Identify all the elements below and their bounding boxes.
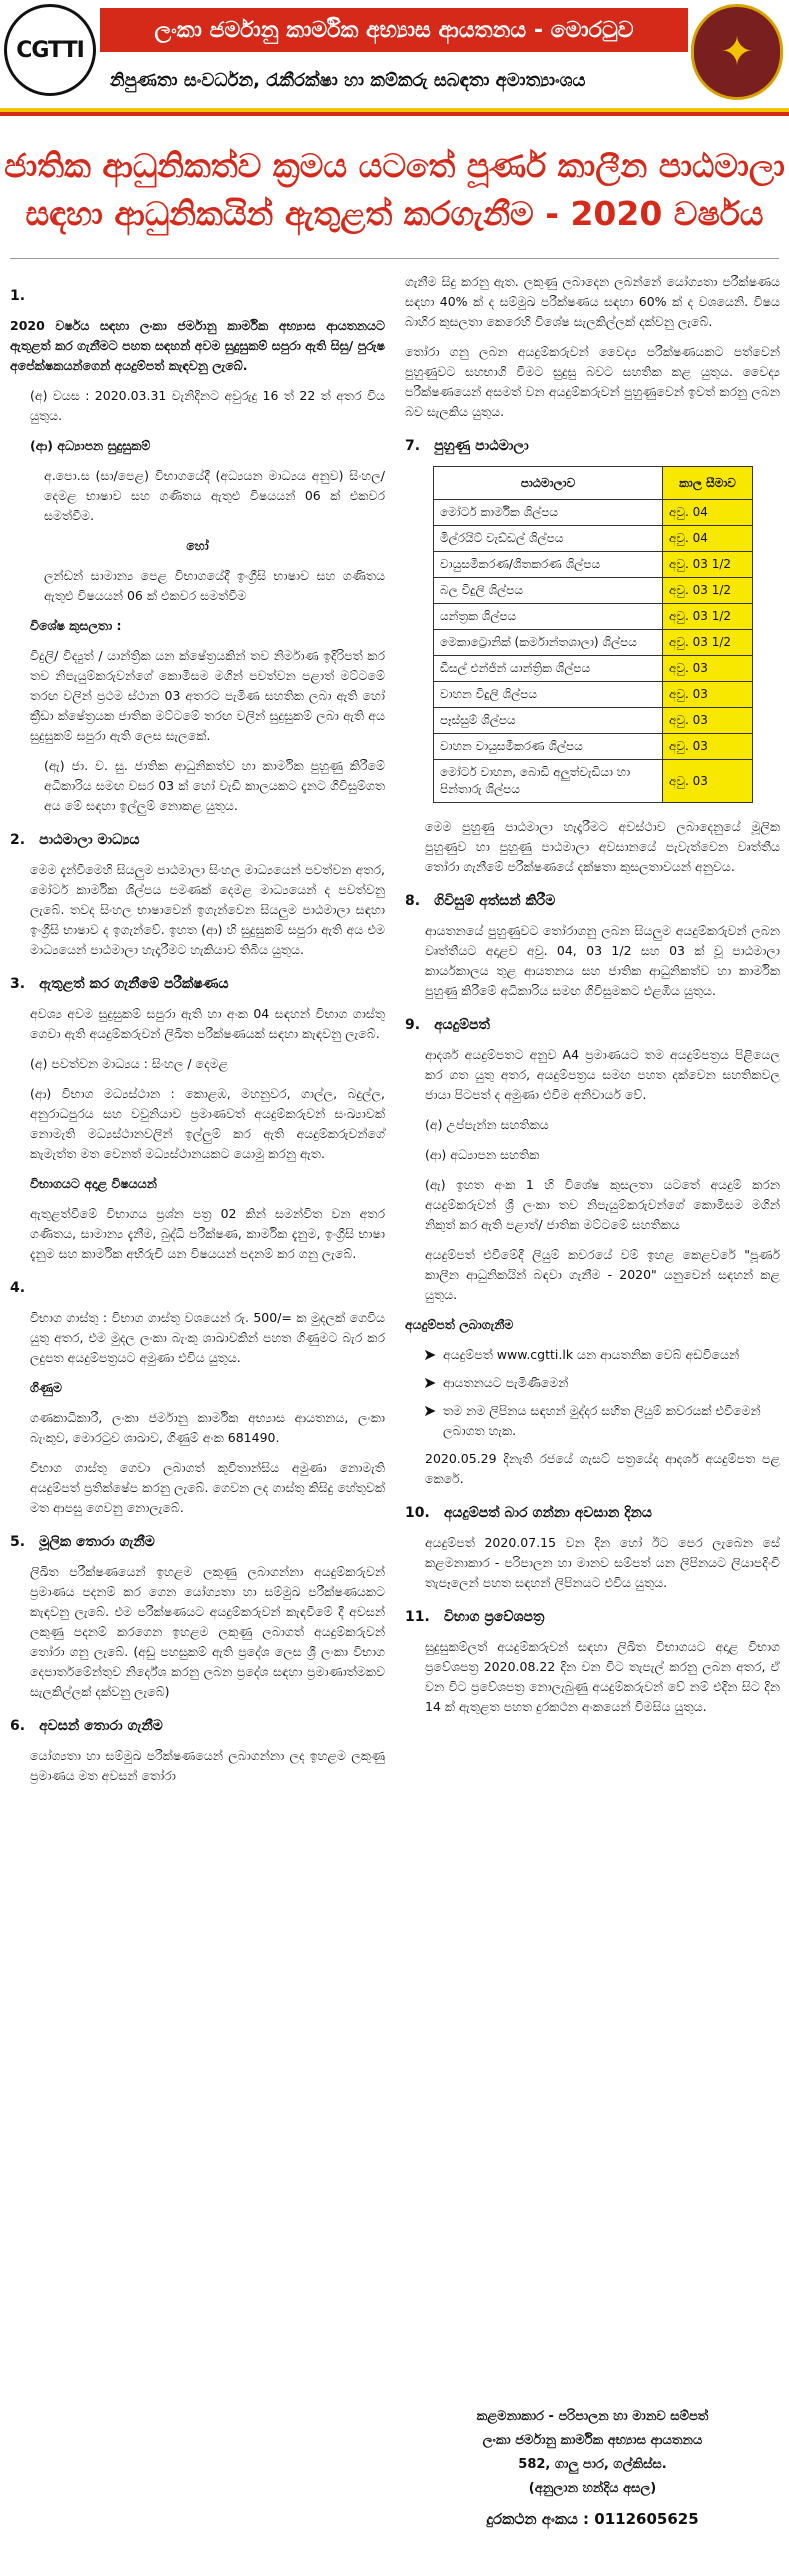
section-5-text: ලිඛිත පරීක්ෂණයෙන් ඉහළම ලකුණු ලබාගන්නා අයදුම්කරුවන් ප්‍රමාණය පදනම් කර ගෙන යෝග්‍යතා හා සම්මුඛ පරීක්ෂණයකට කැඳවනු ලැබේ. එම පරීක්ෂණයට අයදුම්කරුවන් කැඳවීමේ දී අවසන් ලකුණු පදනම් කරගෙන ඉහළම ලකුණු ලබාගත් අයදුම්කරුවන් තෝරා ගනු ලැබේ. (අඩු පහසුකම් ඇති ප්‍රදේශ ලෙස ශ්‍රී ලංකා විභාග දෙපාර්තමේන්තුව නිර්දේශ කරනු ලබන ප්‍රදේශ සඳහා ප්‍රමාණාත්මකව සැලකිල්ලක් දක්වනු ලැබේ) <box>30 1564 385 1699</box>
course-duration: අවු. 03 1/2 <box>663 630 753 656</box>
course-duration: අවු. 03 1/2 <box>663 604 753 630</box>
list-item <box>423 1345 780 1365</box>
course-name: යන්ත්‍රක ශිල්පය <box>434 604 663 630</box>
arrow-bullet-icon: ➤ <box>423 1345 437 1364</box>
institute-name: ලංකා ජර්මානු කාර්මික අභ්‍යාස ආයතනය - මොරටුව <box>100 8 688 52</box>
course-name: වාහන වායුසමීකරණ ශිල්පය <box>434 734 663 760</box>
section-10-heading: 10. අයදුම්පත් බාර ගන්නා අවසාන දිනය <box>405 1505 652 1521</box>
section-11-heading: 11. විභාග ප්‍රවේශපත්‍ර <box>405 1609 545 1625</box>
national-crest-icon: ✦ <box>691 4 783 100</box>
section-8-heading: 8. ගිවිසුම් අත්සන් කිරීම <box>405 893 556 909</box>
medical-note: තෝරා ගනු ලබන අයදුම්කරුවන් වෛද්‍ය පරීක්ෂණයකට පත්වෙන් පුහුණුවට සහභාගි වීමට සුදුසු බවට සහතික කළ යුතුය. වෛද්‍ය පරීක්ෂණයෙන් අසමත් වන අයදුම්කරුවන් පුහුණුවෙන් ඉවත් කරනු ලබන බව සැලකිය යුතුය. <box>405 344 780 419</box>
subjects-heading: විභාගයට අදාළ විෂයයන් <box>30 1176 157 1191</box>
title-line-2: සඳහා ආධුනිකයින් ඇතුළත් කරගැනීම - 2020 වර්ෂය <box>25 194 764 233</box>
course-duration: අවු. 03 <box>663 682 753 708</box>
intro-text: 2020 වර්ෂය සඳහා ලංකා ජර්මානු කාර්මික අභ්‍යාස ආයතනයට ඇතුළත් කර ගැනීමට පහත සඳහන් අවම සුදුසුකම් සපුරා ඇති සිසු/ පුරුෂ අපේක්ෂකයන්ගෙන් අයදුම්පත් කැඳවනු ලැබේ. <box>10 318 385 373</box>
obtain-list <box>405 1345 780 1441</box>
certificate-a: (අ) උප්පැන්න සහතිකය <box>425 1117 549 1132</box>
course-name: ඩීසල් එන්ජින් යාන්ත්‍රික ශිල්පය <box>434 656 663 682</box>
education-heading: (ආ) අධ්‍යාපන සුදුසුකම් <box>30 438 151 453</box>
table-row <box>434 630 753 656</box>
table-row <box>434 552 753 578</box>
course-column-header: පාඨමාලාව <box>434 467 663 500</box>
footer-line-1: කළමනාකාර - පරිපාලන හා මානව සම්පත් <box>476 2409 709 2424</box>
section-4-heading: 4. <box>10 1280 26 1296</box>
section-2-text: මෙම දැන්වීමෙහි සියලුම පාඨමාලා සිංහල මාධ්‍යයෙන් පවත්වන අතර, මෝටර් කාර්මික ශිල්පය පමණක් දෙමළ මාධ්‍යයෙන් ද පවත්වනු ලැබේ. තවද සිංහල භාෂාවෙන් ඉගැන්වෙන සියලුම පාඨමාලා සඳහා ඉංග්‍රීසි භාෂාව ද ඉගැන්වේ. ඉහත (ආ) හි සුදුසුකම් සපුරා ඇති අය එම මාධ්‍යයෙන් පාඨමාලා හැදෑරීමට හැකියාව තිබිය යුතුය. <box>30 862 385 957</box>
table-row <box>434 682 753 708</box>
footer-line-3: 582, ගාලු පාර, ගල්කිස්ස. <box>518 2457 667 2472</box>
account-heading: ගිණුම <box>30 1380 62 1395</box>
list-item <box>423 1373 780 1393</box>
envelope-note: අයදුම්පත් එවීමේදී ලියුම් කවරයේ වම් ඉහළ කෙළවරේ "පූර්ණ කාලීන ආධුනිකයින් බඳවා ගැනීම - 2020" යනුවෙන් සඳහන් කළ යුතුය. <box>425 1247 780 1302</box>
course-duration: අවු. 03 <box>663 760 753 803</box>
section-3-heading: 3. ඇතුළත් කර ගැනීමේ පරීක්ෂණය <box>10 976 229 992</box>
gazette-note: 2020.05.29 දිනැති රජයේ ගැසට් පත්‍රයේද ආදර්ශ අයදුම්පත පළ කෙරේ. <box>425 1451 780 1486</box>
skills-heading: විශේෂ කුසලතා : <box>30 618 122 633</box>
section-1-heading: 1. <box>10 288 26 304</box>
section-11-text: සුදුසුකම්ලත් අයදුම්කරුවන් සඳහා ලිඛිත විභාගයට අදාළ විභාග ප්‍රවේශපත්‍ර 2020.08.22 දින වන විට තැපැල් කරනු ලබන අතර, ඒ වන විට ප්‍රවේශපත්‍ර නොලැබුණු අයදුම්කරුවන් වේ නම් එදින සිට දින 14 ක් ඇතුළත පහත දුරකථන අංකයෙන් විමසිය යුතුය. <box>425 1639 780 1714</box>
fee-note: විභාග ගාස්තු ගෙවා ලබාගත් කුවිතාන්සිය අමුණා නොමැති අයදුම්පත් ප්‍රතික්ෂේප කරනු ලැබේ. ගෙවන ලද ගාස්තු කිසිදු හේතුවක් මත ආපසු ගෙවනු නොලැබේ. <box>30 1460 385 1515</box>
course-duration: අවු. 03 1/2 <box>663 578 753 604</box>
nvq-text: (ඇ) ජා. ව. සු. ජාතික ආධුනිකත්ව හා කාර්මික පුහුණු කිරීමේ අධිකාරිය සමඟ වසර 03 ක් හෝ වැඩි කාලයකට දැනට ගිවිසුම්ගත අය මේ සඳහා ඉල්ලුම් නොකළ යුතුය. <box>44 758 385 813</box>
phone-line <box>405 2507 780 2531</box>
course-duration: අවු. 03 <box>663 734 753 760</box>
table-row <box>434 708 753 734</box>
title-line-1: ජාතික ආධුනිකත්ව ක්‍රමය යටතේ පූර්ණ කාලීන පාඨමාලා <box>4 146 785 185</box>
skills-text: විදුලි/ විද්‍යුත් / යාන්ත්‍රික යන ක්ෂේත්‍රයකින් තව නිර්මාණ ඉදිරිපත් කර තව නිපැයුම්කරුවන්ගේ කොමිසම මගින් පවත්වන පළාත් මට්ටමේ තරඟ වලින් ප්‍රථම ස්ථාන 03 අතරට පැමිණ සහතික ලබා ඇති හෝ ක්‍රීඩා ක්ෂේත්‍රයක ජාතික මට්ටමේ තරඟ වලින් සුදුසුකම් ලබා ඇති අය සුදුසුකම් සපුරා ඇති ලෙස සැලකේ. <box>30 648 385 743</box>
notice-title <box>0 130 789 250</box>
section-5-heading: 5. මූලික තොරා ගැනීම <box>10 1534 155 1550</box>
table-row <box>434 734 753 760</box>
course-name: මිල්රයිට් වැඩ්ඩල් ශිල්පය <box>434 526 663 552</box>
logo-text: CGTTI <box>16 37 84 63</box>
course-name: පෑස්සුම් ශිල්පය <box>434 708 663 734</box>
course-duration: අවු. 04 <box>663 500 753 526</box>
footer-line-4: (අනුලාන හන්දිය අසල) <box>528 2481 657 2496</box>
course-name: මෝටර් වාහන, බොඩි අලුත්වැඩියා හා පින්තාරු ශිල්පය <box>434 760 663 803</box>
course-name: බල විදුලි ශිල්පය <box>434 578 663 604</box>
header <box>0 0 789 108</box>
course-duration: අවු. 03 <box>663 656 753 682</box>
footer-line-2: ලංකා ජර්මානු කාර්මික අභ්‍යාස ආයතනය <box>482 2433 703 2448</box>
subjects-text: ඇතුළත්වීමේ විභාගය ප්‍රශ්න පත්‍ර 02 කින් සමන්විත වන අතර ගණිතය, සාමාන්‍ය දැනීම, බුද්ධි පරීක්ෂණ, කාර්මික දැනුම, ඉංග්‍රීසි භාෂා දැනුම සහ කාර්මික අභිරුචි යන විෂයයන් පදනම් කර ගනු ලැබේ. <box>30 1206 385 1261</box>
or-separator: හෝ <box>186 538 209 553</box>
table-row <box>434 656 753 682</box>
duration-column-header: කාල සීමාව <box>663 467 753 500</box>
arrow-bullet-icon: ➤ <box>423 1401 437 1420</box>
table-row <box>434 500 753 526</box>
left-column <box>10 272 385 1796</box>
course-name: මෝටර් කාර්මික ශිල්පය <box>434 500 663 526</box>
obtain-post: තම නම ලිපිනය සඳහන් මුද්දර සහිත ලියුම් කවරයක් එවීමෙන් ලබාගත හැක. <box>443 1403 761 1438</box>
education-text: අ.පො.ස (සා/පෙළ) විභාගයේදී (අධ්‍යයන මාධ්‍යය අනුව) සිංහල/ දෙමළ භාෂාව සහ ගණිතය ඇතුළු විෂයයන් 06 ක් එකවර සමත්වීම. <box>44 468 385 523</box>
section-7-text: මෙම පුහුණු පාඨමාලා හැදෑරීමට අවස්ථාව ලබාදෙනුයේ මූලික පුහුණුව හා පුහුණු පාඨමාලා අවසානයේ පැවැත්වෙන වෘත්තීය තෝරා ගැනීමේ පරීක්ෂණයේ දක්ෂතා කුසලතාවයන් අනුවය. <box>425 819 780 874</box>
age-requirement: (අ) වයස : 2020.03.31 වැනිදිනට අවුරුදු 16 ත් 22 ත් අතර විය යුතුය. <box>30 388 385 423</box>
section-10-text: අයදුම්පත් 2020.07.15 වන දින හෝ ඊට පෙර ලැබෙන සේ කළමනාකාර - පරිපාලන හා මානව සම්පත් යන ලිපිනයට ලියාපදිංචි තැපෑලෙන් පහත සඳහන් ලිපිනයට එවිය යුතුය. <box>425 1535 780 1590</box>
table-row <box>434 578 753 604</box>
exam-centres: (ආ) විභාග මධ්‍යස්ථාන : කොළඹ, මහනුවර, ගාල්ල, බදුල්ල, අනුරාධපුරය සහ වවුනියාව ප්‍රමාණවත් අයදුම්කරුවන් සංඛ්‍යාවක් නොමැති මධ්‍යස්ථානවලින් ඉල්ලුම් කර ඇති අයදුම්කරුවන්ගේ කැමැත්ත මත වෙනත් මධ්‍යස්ථානයකට යොමු කරනු ඇත. <box>30 1086 385 1161</box>
obtain-office: ආයතනයට පැමිණීමෙන් <box>443 1375 569 1390</box>
account-text: ගණකාධිකාරී, ලංකා ජර්මානු කාර්මික අභ්‍යාස ආයතනය, ලංකා බැංකුව, මොරටුව ශාඛාව, ගිණුම් අංක 681490. <box>30 1410 385 1445</box>
section-4-text: විභාග ගාස්තු : විභාග ගාස්තු වශයෙන් රු. 500/= ක මුදලක් ගෙවිය යුතු අතර, එම මුදල ලංකා බැංකු ශාඛාවකින් පහත ගිණුමට බැර කර ලදුපත අයදුම්පත්‍රයට අමුණා එවිය යුතුය. <box>30 1310 385 1365</box>
course-name: මෙකාට්‍රොනික් (කර්මාන්තශාලා) ශිල්පය <box>434 630 663 656</box>
obtain-web: අයදුම්පත් www.cgtti.lk යන ආයතනික වෙබ් අඩවියෙන් <box>443 1347 740 1362</box>
contact-footer <box>405 2405 780 2555</box>
table-row <box>434 604 753 630</box>
phone-label: දුරකථන අංකය : <box>486 2510 590 2528</box>
courses-table <box>433 466 753 803</box>
course-duration: අවු. 04 <box>663 526 753 552</box>
certificate-b: (ආ) අධ්‍යාපන සහතික <box>425 1147 540 1162</box>
arrow-bullet-icon: ➤ <box>423 1373 437 1392</box>
section-9-text: ආදර්ශ අයදුම්පතට අනුව A4 ප්‍රමාණයට තම අයදුම්පත්‍රය පිළියෙල කර ගත යුතු අතර, අයදුම්පත්‍රය සමඟ පහත දක්වෙන සහතිකවල ජායා පිටපත් ද අමුණා එවීම අනිවාර්ය වේ. <box>425 1047 780 1102</box>
cgtti-logo <box>4 4 96 96</box>
section-9-heading: 9. අයදුම්පත් <box>405 1017 490 1033</box>
list-item <box>423 1401 780 1441</box>
header-divider-red <box>0 112 789 116</box>
course-name: වායුසමීකරණ/ශීතකරණ ශිල්පය <box>434 552 663 578</box>
course-duration: අවු. 03 1/2 <box>663 552 753 578</box>
right-column <box>405 272 780 1727</box>
obtain-heading: අයදුම්පත් ලබාගැනීම <box>405 1317 514 1332</box>
courses-table-header <box>434 467 753 500</box>
section-2-heading: 2. පාඨමාලා මාධ්‍යය <box>10 832 140 848</box>
section-3-text: අවශ්‍ය අවම සුදුසුකම් සපුරා ඇති හා අංක 04 සඳහන් විභාග ගාස්තු ගෙවා ඇති අයදුම්කරුවන් ලිඛිත පරීක්ෂණයක් සඳහා කැඳවනු ලැබේ. <box>30 1006 385 1041</box>
course-name: වාහන විදුලි ශිල්පය <box>434 682 663 708</box>
london-text: ලන්ඩන් සාමාන්‍ය පෙළ විභාගයේදී ඉංග්‍රීසි භාෂාව සහ ගණිතය ඇතුළු විෂයයන් 06 ක් එකවර සමත්වීම <box>44 568 385 603</box>
ministry-name: නිපුණතා සංවර්ධන, රැකීරක්ෂා හා කම්කරු සබඳතා අමාත්‍යාංශය <box>100 60 688 100</box>
table-row <box>434 760 753 803</box>
title-divider <box>10 258 779 259</box>
section-6-continued: ගැනීම සිදු කරනු ඇත. ලකුණු ලබාදෙන ලබන්නේ යෝග්‍යතා පරීක්ෂණය සඳහා 40% ක් ද සම්මුඛ පරීක්ෂණය සඳහා 60% ක් ද වශයෙනි. විෂය බාහිර කුසලතා කෙරෙහි විශේෂ සැලකිල්ලක් දක්වනු ලැබේ. <box>405 274 780 329</box>
phone-number: 0112605625 <box>594 2510 699 2528</box>
section-7-heading: 7. පුහුණු පාඨමාලා <box>405 438 529 454</box>
exam-medium: (අ) පවත්වන මාධ්‍යය : සිංහල / දෙමළ <box>30 1056 229 1071</box>
table-row <box>434 526 753 552</box>
section-8-text: ආයතනයේ පුහුණුවට තෝරාගනු ලබන සියලුම අයදුම්කරුවන් ලබන වෘත්තීයට අදාළව අවු. 04, 03 1/2 සහ 03 ක් වූ පාඨමාලා කාර්යකාලය තුළ ආයතනය සහ ජාතික ආධුනිකත්ව හා කාර්මික පුහුණු කිරීමේ අධිකාරිය සමඟ ගිවිසුමකට එළඹිය යුතුය. <box>425 923 780 998</box>
course-duration: අවු. 03 <box>663 708 753 734</box>
section-6-text: යෝග්‍යතා හා සම්මුඛ පරීක්ෂණයෙන් ලබාගන්නා ලද ඉහළම ලකුණු ප්‍රමාණය මත අවසන් තෝරා <box>30 1748 385 1783</box>
certificate-c: (ඇ) ඉහත අංක 1 හි විශේෂ කුසලතා යටතේ අයදුම් කරන අයදුම්කරුවන් ශ්‍රී ලංකා තව නිපැයුම්කරුවන්ගේ කොමිසම මගින් නිකුත් කර ඇති පළාත්/ ජාතික මට්ටමේ සහතිකය <box>425 1177 780 1232</box>
section-6-heading: 6. අවසන් තොරා ගැනීම <box>10 1718 163 1734</box>
